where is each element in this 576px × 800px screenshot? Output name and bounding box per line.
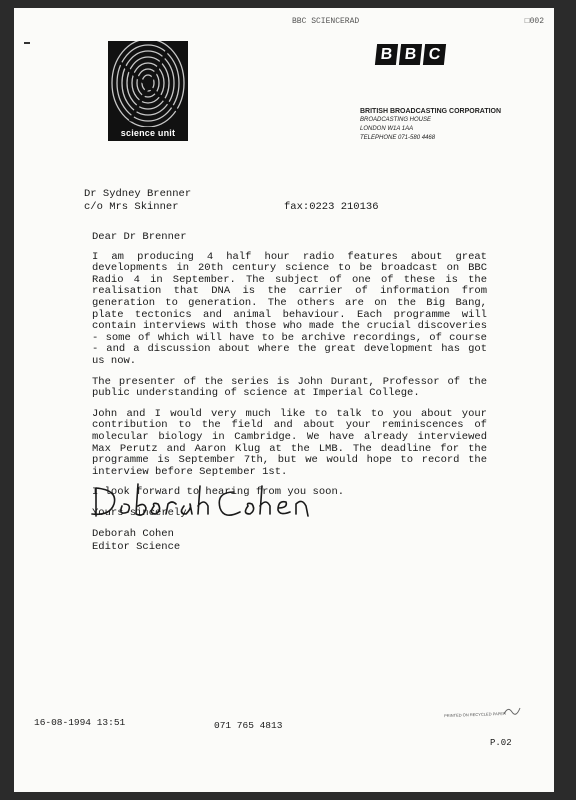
fax-footer-datetime: 16-08-1994 13:51	[34, 717, 126, 728]
body-paragraph: John and I would very much like to talk to you about your contribution to the field and about your reminiscences of molecular biology in Cambridge. We have already interviewed Max Perutz and Aaron Klug at the LMB. The deadline for the programme is September 7th, but we would hope to record the interview before September 1st.	[92, 407, 487, 478]
corporation-name: BRITISH BROADCASTING CORPORATION	[360, 108, 502, 115]
handwritten-signature	[88, 480, 318, 528]
signer-name: Deborah Cohen	[92, 528, 174, 540]
letter-page	[14, 8, 554, 792]
bbc-logo-letter: C	[423, 44, 446, 65]
signer-block	[92, 528, 180, 553]
fax-footer-phone: 071 765 4813	[214, 720, 283, 731]
salutation: Dear Dr Brenner	[92, 231, 187, 243]
printed-on-recycled-paper-note: PRINTED ON RECYCLED PAPER	[443, 710, 507, 719]
fingerprint-icon	[108, 41, 188, 127]
fax-header-sender: BBC SCIENCERAD	[292, 17, 360, 26]
closing: Yours sincerely	[92, 506, 187, 519]
signer-title: Editor Science	[92, 540, 181, 553]
recipient-care-of: c/o Mrs Skinner	[84, 201, 179, 213]
recipient-block	[84, 188, 191, 214]
recycled-mark-icon	[502, 704, 522, 718]
science-unit-logo	[108, 41, 188, 141]
address-line: BROADCASTING HOUSE	[360, 117, 432, 123]
recipient-fax-number: fax:0223 210136	[284, 201, 379, 213]
recipient-name: Dr Sydney Brenner	[84, 188, 192, 200]
address-line: LONDON W1A 1AA	[360, 126, 414, 132]
corporation-address	[360, 107, 501, 143]
fax-footer-page: P.02	[490, 738, 512, 748]
scan-mark	[24, 42, 30, 44]
fax-header-page: □002	[524, 17, 544, 26]
science-unit-label: science unit	[120, 128, 176, 138]
bbc-logo-letter: B	[399, 44, 422, 65]
body-paragraph: I am producing 4 half hour radio features about great developments in 20th century science to be broadcast on BBC Radio 4 in September. The subject of one of these is the realisation that DNA is the carrier of information from generation to generation. The others are on the Big Bang, plate tectonics and animal behaviour. Each programme will contain interviews with those who made the crucial discoveries - some of which will have to be archive recordings, of course - and a discussion about where the great development has got us now.	[92, 250, 487, 367]
bbc-logo-letter: B	[375, 44, 398, 65]
bbc-logo	[376, 44, 445, 65]
body-paragraph: I look forward to hearing from you soon.	[92, 486, 345, 499]
fax-header-page-number: 002	[529, 17, 544, 26]
body-paragraph: The presenter of the series is John Durant, Professor of the public understanding of science at Imperial College.	[92, 375, 487, 400]
telephone-line: TELEPHONE 071-580 4468	[360, 135, 436, 141]
